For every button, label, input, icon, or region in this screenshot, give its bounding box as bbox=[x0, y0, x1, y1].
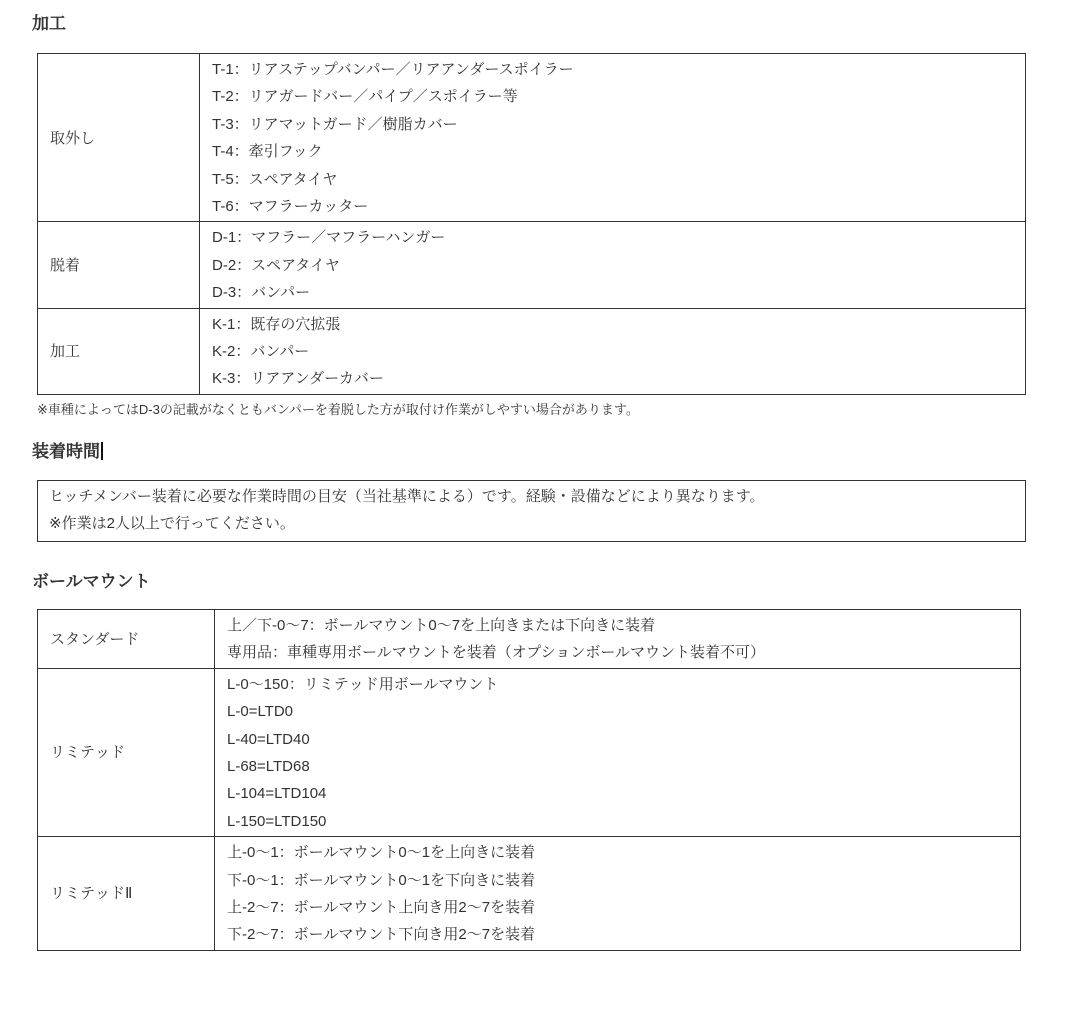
content-line: 専用品：車種専用ボールマウントを装着（オプションボールマウント装着不可） bbox=[227, 644, 766, 662]
row-content-cell bbox=[200, 308, 1026, 394]
section-heading-kakou: 加工 bbox=[32, 14, 66, 33]
content-line: T-4：牽引フック bbox=[212, 143, 323, 161]
content-line: L-68=LTD68 bbox=[227, 757, 310, 775]
text-cursor-caret bbox=[101, 442, 103, 460]
table-row bbox=[38, 54, 1026, 222]
kakou-table bbox=[37, 53, 1026, 395]
table-row bbox=[38, 837, 1021, 951]
row-label-cell: 脱着 bbox=[38, 222, 200, 308]
content-line: T-6：マフラーカッター bbox=[212, 198, 369, 216]
row-label-cell: 取外し bbox=[38, 54, 200, 222]
content-line: L-0～150：リミテッド用ボールマウント bbox=[227, 675, 499, 693]
table-row bbox=[38, 609, 1021, 668]
content-line: L-0=LTD0 bbox=[227, 703, 294, 721]
footnote-d3: ※車種によってはD-3の記載がなくともバンパーを着脱した方が取付け作業がしやすい場合があります。 bbox=[37, 401, 639, 417]
installation-time-info-box bbox=[37, 480, 1026, 542]
content-line: L-150=LTD150 bbox=[227, 812, 327, 830]
info-box-line: ※作業は2人以上で行ってください。 bbox=[49, 514, 295, 532]
content-line: 下-2～7：ボールマウント下向き用2～7を装着 bbox=[227, 926, 536, 944]
content-line: L-104=LTD104 bbox=[227, 785, 327, 803]
content-line: 上-2～7：ボールマウント上向き用2～7を装着 bbox=[227, 898, 536, 916]
table-row bbox=[38, 668, 1021, 836]
content-line: D-3：バンパー bbox=[212, 284, 311, 302]
row-label-cell: 加工 bbox=[38, 308, 200, 394]
content-line: T-1：リアステップバンパー／リアアンダースポイラー bbox=[212, 61, 574, 78]
ballmount-table bbox=[37, 609, 1021, 951]
row-content-cell bbox=[215, 609, 1021, 668]
row-content-cell bbox=[200, 222, 1026, 308]
section-heading-ballmount: ボールマウント bbox=[32, 571, 151, 591]
content-line: T-2：リアガードバー／パイプ／スポイラー等 bbox=[212, 88, 518, 106]
row-label-cell: スタンダード bbox=[38, 609, 215, 668]
row-content-cell bbox=[215, 668, 1021, 836]
section-heading-souchaku[interactable] bbox=[32, 440, 1067, 464]
content-line: L-40=LTD40 bbox=[227, 730, 310, 748]
content-line: K-1：既存の穴拡張 bbox=[212, 315, 341, 333]
content-line: 上／下-0～7：ボールマウント0～7を上向きまたは下向きに装着 bbox=[227, 616, 656, 634]
content-line: 上-0～1：ボールマウント0～1を上向きに装着 bbox=[227, 844, 536, 862]
row-label-cell: リミテッドⅡ bbox=[38, 837, 215, 951]
section-heading-souchaku-text: 装着時間 bbox=[32, 441, 100, 461]
row-content-cell bbox=[200, 54, 1026, 222]
content-line: D-1：マフラー／マフラーハンガー bbox=[212, 229, 446, 247]
row-content-cell bbox=[215, 837, 1021, 951]
content-line: T-5：スペアタイヤ bbox=[212, 170, 338, 188]
row-label-cell: リミテッド bbox=[38, 668, 215, 836]
info-box-line: ヒッチメンバー装着に必要な作業時間の目安（当社基準による）です。経験・設備などにより異なります。 bbox=[49, 487, 765, 505]
content-line: 下-0～1：ボールマウント0～1を下向きに装着 bbox=[227, 871, 536, 889]
content-line: K-2：バンパー bbox=[212, 343, 310, 361]
table-row bbox=[38, 308, 1026, 394]
table-row bbox=[38, 222, 1026, 308]
content-line: D-2：スペアタイヤ bbox=[212, 256, 340, 274]
content-line: K-3：リアアンダーカバー bbox=[212, 370, 384, 388]
content-line: T-3：リアマットガード／樹脂カバー bbox=[212, 115, 458, 133]
